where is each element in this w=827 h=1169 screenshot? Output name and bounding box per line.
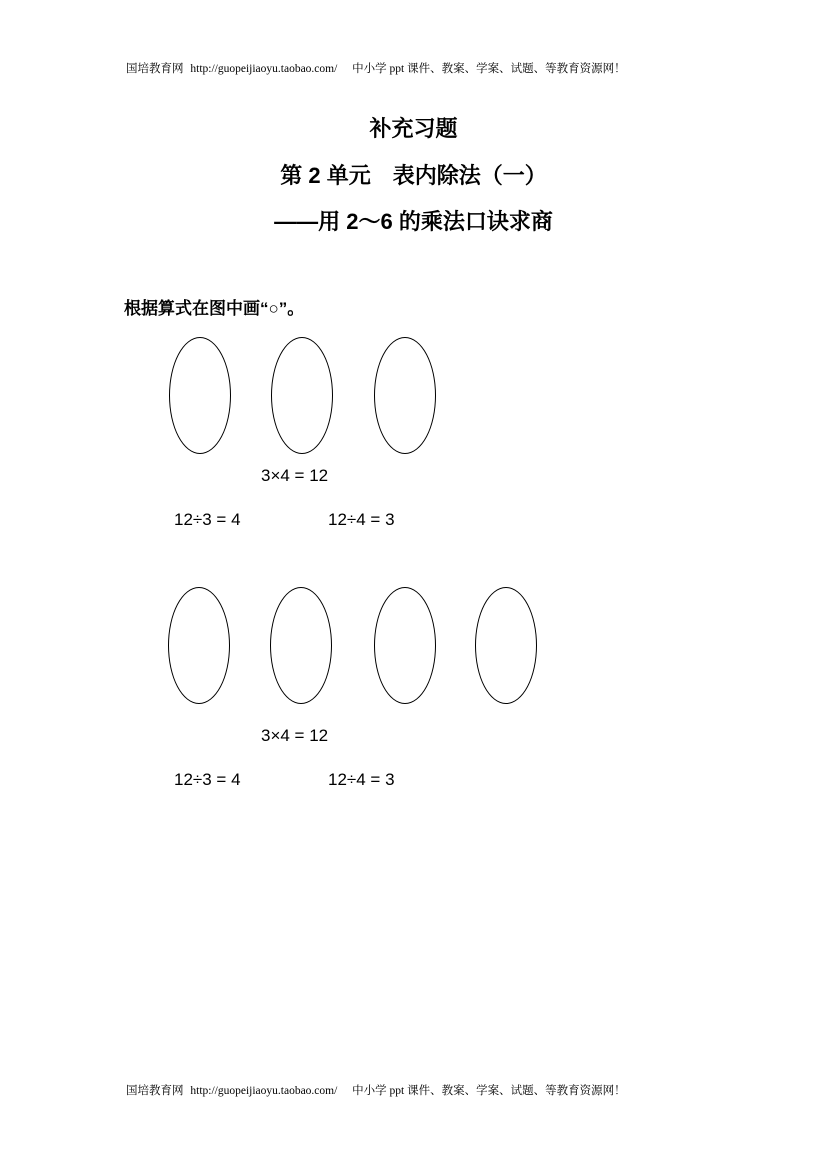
header-site: 国培教育网: [126, 63, 184, 75]
drawing-oval[interactable]: [374, 587, 436, 704]
drawing-oval[interactable]: [169, 337, 231, 454]
drawing-oval[interactable]: [168, 587, 230, 704]
header-url[interactable]: http://guopeijiaoyu.taobao.com/: [190, 63, 338, 75]
title-line-2: 第 2 单元 表内除法（一）: [280, 163, 547, 188]
instruction-text: 根据算式在图中画“○”。: [124, 299, 305, 318]
title-line-3: ——用 2～6 的乘法口诀求商: [274, 209, 553, 234]
division-equation-b: 12÷4 = 3: [328, 770, 395, 789]
footer-desc: 中小学 ppt 课件、教案、学案、试题、等教育资源网！: [352, 1085, 626, 1097]
division-equation-a: 12÷3 = 4: [174, 770, 241, 789]
page-header: [126, 60, 766, 76]
drawing-oval[interactable]: [374, 337, 436, 454]
multiplication-equation: 3×4 = 12: [261, 726, 329, 745]
header-desc: 中小学 ppt 课件、教案、学案、试题、等教育资源网！: [352, 63, 626, 75]
drawing-oval[interactable]: [270, 587, 332, 704]
drawing-oval[interactable]: [475, 587, 537, 704]
division-equation-b: 12÷4 = 3: [328, 510, 395, 529]
footer-url[interactable]: http://guopeijiaoyu.taobao.com/: [190, 1085, 338, 1097]
page-footer: [126, 1082, 766, 1098]
division-equation-a: 12÷3 = 4: [174, 510, 241, 529]
title-line-1: 补充习题: [369, 116, 458, 141]
footer-site: 国培教育网: [126, 1085, 184, 1097]
multiplication-equation: 3×4 = 12: [261, 466, 329, 485]
drawing-oval[interactable]: [271, 337, 333, 454]
